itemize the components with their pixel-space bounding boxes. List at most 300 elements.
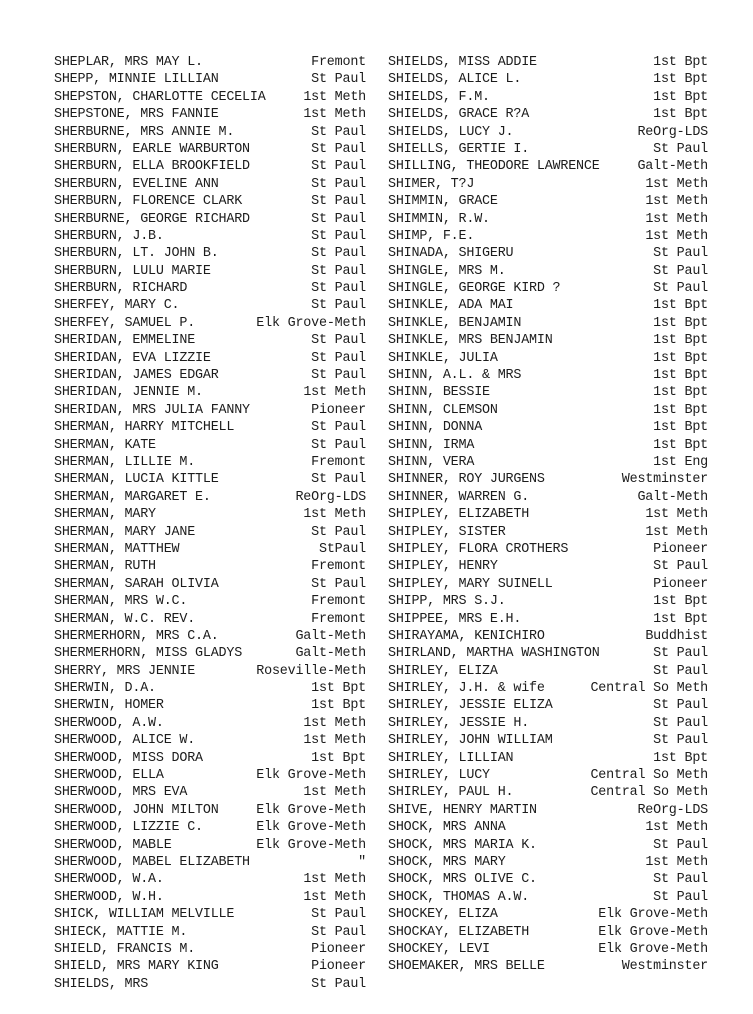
entry-church: 1st Bpt xyxy=(311,750,366,766)
list-item xyxy=(388,263,708,280)
list-item xyxy=(388,558,708,575)
list-item xyxy=(54,454,366,471)
entry-church: Roseville-Meth xyxy=(256,663,366,679)
entry-name: SHERWOOD, MRS EVA xyxy=(54,785,188,801)
entry-church: Central So Meth xyxy=(590,785,708,801)
entry-name: SHIELDS, LUCY J. xyxy=(388,124,514,140)
list-item xyxy=(388,663,708,680)
entry-name: SHERMAN, MATTHEW xyxy=(54,541,180,557)
entry-name: SHERIDAN, EMMELINE xyxy=(54,333,196,349)
entry-name: SHERMAN, HARRY MITCHELL xyxy=(54,420,235,436)
list-item xyxy=(54,941,366,958)
list-item xyxy=(388,767,708,784)
entry-church: Fremont xyxy=(311,594,366,610)
entry-name: SHOCK, MRS MARY xyxy=(388,854,506,870)
entry-church: 1st Bpt xyxy=(653,420,708,436)
entry-name: SHIPLEY, SISTER xyxy=(388,524,506,540)
list-item xyxy=(388,228,708,245)
entry-church: Pioneer xyxy=(311,959,366,975)
list-item xyxy=(54,211,366,228)
entry-church: 1st Meth xyxy=(303,715,366,731)
entry-church: 1st Bpt xyxy=(653,611,708,627)
entry-name: SHIVE, HENRY MARTIN xyxy=(388,802,537,818)
entry-name: SHOCK, MRS MARIA K. xyxy=(388,837,537,853)
list-item xyxy=(54,228,366,245)
list-item xyxy=(54,819,366,836)
entry-church: Pioneer xyxy=(311,941,366,957)
list-item xyxy=(388,924,708,941)
list-item xyxy=(388,280,708,297)
entry-name: SHERWIN, D.A. xyxy=(54,681,156,697)
entry-church: St Paul xyxy=(311,211,366,227)
entry-church: Fremont xyxy=(311,55,366,70)
list-item xyxy=(54,315,366,332)
right-column-list xyxy=(388,54,708,976)
list-item xyxy=(388,176,708,193)
entry-name: SHIRLEY, JESSIE ELIZA xyxy=(388,698,553,714)
list-item xyxy=(54,471,366,488)
entry-church: St Paul xyxy=(311,194,366,210)
entry-name: SHOEMAKER, MRS BELLE xyxy=(388,959,545,975)
entry-church: St Paul xyxy=(311,976,366,992)
entry-name: SHIRLEY, ELIZA xyxy=(388,663,498,679)
entry-name: SHERMAN, MRS W.C. xyxy=(54,594,188,610)
entry-church: St Paul xyxy=(653,263,708,279)
entry-name: SHIPLEY, MARY SUINELL xyxy=(388,576,553,592)
entry-name: SHOCKAY, ELIZABETH xyxy=(388,924,530,940)
entry-church: 1st Bpt xyxy=(653,298,708,314)
list-item xyxy=(54,697,366,714)
entry-church: ReOrg-LDS xyxy=(295,489,366,505)
entry-name: SHERIDAN, EVA LIZZIE xyxy=(54,350,211,366)
entry-name: SHINGLE, MRS M. xyxy=(388,263,506,279)
list-item xyxy=(54,71,366,88)
entry-church: 1st Meth xyxy=(645,524,708,540)
entry-church: St Paul xyxy=(653,246,708,262)
entry-name: SHERMAN, SARAH OLIVIA xyxy=(54,576,219,592)
list-item xyxy=(388,158,708,175)
list-item xyxy=(54,419,366,436)
list-item xyxy=(54,193,366,210)
entry-church: St Paul xyxy=(653,715,708,731)
list-item xyxy=(54,715,366,732)
entry-church: 1st Meth xyxy=(645,176,708,192)
list-item xyxy=(54,767,366,784)
entry-name: SHERMERHORN, MISS GLADYS xyxy=(54,646,243,662)
entry-name: SHIRLAND, MARTHA WASHINGTON xyxy=(388,646,600,662)
entry-name: SHINN, BESSIE xyxy=(388,385,490,401)
entry-church: ReOrg-LDS xyxy=(637,124,708,140)
list-item xyxy=(388,437,708,454)
list-item xyxy=(54,871,366,888)
entry-church: Elk Grove-Meth xyxy=(256,820,366,836)
entry-name: SHIELDS, ALICE L. xyxy=(388,72,522,88)
list-item xyxy=(54,837,366,854)
entry-church: St Paul xyxy=(311,924,366,940)
entry-name: SHERMAN, RUTH xyxy=(54,559,156,575)
entry-name: SHEPLAR, MRS MAY L. xyxy=(54,55,203,70)
entry-name: SHIRLEY, PAUL H. xyxy=(388,785,514,801)
entry-church: 1st Bpt xyxy=(311,698,366,714)
entry-name: SHINGLE, GEORGE KIRD ? xyxy=(388,281,561,297)
entry-name: SHERIDAN, JENNIE M. xyxy=(54,385,203,401)
list-item xyxy=(54,297,366,314)
entry-name: SHEPP, MINNIE LILLIAN xyxy=(54,72,219,88)
entry-church: 1st Bpt xyxy=(653,55,708,70)
entry-name: SHERMAN, KATE xyxy=(54,437,156,453)
list-item xyxy=(388,419,708,436)
entry-name: SHINNER, WARREN G. xyxy=(388,489,530,505)
entry-name: SHEPSTONE, MRS FANNIE xyxy=(54,107,219,123)
entry-name: SHERFEY, SAMUEL P. xyxy=(54,315,196,331)
list-item xyxy=(388,297,708,314)
entry-church: StPaul xyxy=(318,541,366,557)
entry-church: St Paul xyxy=(311,420,366,436)
entry-name: SHERWOOD, A.W. xyxy=(54,715,164,731)
entry-church: 1st Meth xyxy=(303,385,366,401)
entry-church: 1st Eng xyxy=(653,454,708,470)
entry-church: 1st Meth xyxy=(303,107,366,123)
entry-church: St Paul xyxy=(653,663,708,679)
entry-name: SHIECK, MATTIE M. xyxy=(54,924,188,940)
entry-name: SHERMAN, MARGARET E. xyxy=(54,489,211,505)
left-column-list xyxy=(54,54,366,993)
entry-name: SHERWOOD, ELLA xyxy=(54,768,164,784)
entry-church: Fremont xyxy=(311,559,366,575)
entry-church: Westminster xyxy=(621,472,708,488)
list-item xyxy=(388,541,708,558)
list-item xyxy=(54,750,366,767)
entry-name: SHINN, CLEMSON xyxy=(388,402,498,418)
entry-name: SHINNER, ROY JURGENS xyxy=(388,472,545,488)
entry-name: SHICK, WILLIAM MELVILLE xyxy=(54,907,235,923)
entry-church: 1st Meth xyxy=(645,507,708,523)
entry-name: SHIPPEE, MRS E.H. xyxy=(388,611,522,627)
entry-name: SHERBURN, EVELINE ANN xyxy=(54,176,219,192)
entry-name: SHINKLE, ADA MAI xyxy=(388,298,514,314)
entry-church: 1st Bpt xyxy=(653,333,708,349)
list-item xyxy=(54,802,366,819)
entry-name: SHERBURNE, GEORGE RICHARD xyxy=(54,211,250,227)
list-item xyxy=(54,176,366,193)
entry-church: 1st Meth xyxy=(303,89,366,105)
entry-church: St Paul xyxy=(311,350,366,366)
list-item xyxy=(54,158,366,175)
entry-church: St Paul xyxy=(653,646,708,662)
list-item xyxy=(388,454,708,471)
entry-name: SHERWOOD, MABEL ELIZABETH xyxy=(54,854,250,870)
entry-church: St Paul xyxy=(653,872,708,888)
entry-church: 1st Bpt xyxy=(653,402,708,418)
entry-name: SHERMAN, LUCIA KITTLE xyxy=(54,472,219,488)
list-item xyxy=(54,106,366,123)
list-item xyxy=(54,541,366,558)
entry-name: SHOCKEY, ELIZA xyxy=(388,907,498,923)
entry-name: SHERBURN, ELLA BROOKFIELD xyxy=(54,159,250,175)
entry-church: 1st Meth xyxy=(645,228,708,244)
list-item xyxy=(54,506,366,523)
list-item xyxy=(388,941,708,958)
entry-name: SHIRLEY, LUCY xyxy=(388,768,490,784)
entry-church: St Paul xyxy=(311,472,366,488)
list-item xyxy=(54,593,366,610)
list-item xyxy=(54,958,366,975)
entry-church: St Paul xyxy=(311,281,366,297)
entry-name: SHIRLEY, JESSIE H. xyxy=(388,715,530,731)
entry-name: SHERWIN, HOMER xyxy=(54,698,164,714)
list-item xyxy=(54,54,366,71)
entry-name: SHERMAN, MARY JANE xyxy=(54,524,196,540)
entry-name: SHERIDAN, MRS JULIA FANNY xyxy=(54,402,250,418)
entry-church: 1st Bpt xyxy=(653,72,708,88)
entry-church: 1st Meth xyxy=(303,889,366,905)
list-item xyxy=(54,611,366,628)
entry-church: St Paul xyxy=(311,576,366,592)
entry-name: SHIELDS, F.M. xyxy=(388,89,490,105)
list-item xyxy=(54,645,366,662)
entry-church: 1st Meth xyxy=(645,194,708,210)
list-item xyxy=(54,489,366,506)
entry-name: SHIELDS, GRACE R?A xyxy=(388,107,530,123)
entry-name: SHINN, VERA xyxy=(388,454,475,470)
entry-church: St Paul xyxy=(311,124,366,140)
entry-church: 1st Bpt xyxy=(653,385,708,401)
entry-church: " xyxy=(358,854,366,870)
list-item xyxy=(388,332,708,349)
entry-church: 1st Meth xyxy=(645,211,708,227)
list-item xyxy=(54,384,366,401)
list-item xyxy=(54,245,366,262)
list-item xyxy=(388,628,708,645)
entry-church: 1st Meth xyxy=(303,733,366,749)
list-item xyxy=(54,367,366,384)
list-item xyxy=(54,976,366,993)
entry-church: 1st Bpt xyxy=(653,89,708,105)
entry-name: SHIMER, T?J xyxy=(388,176,475,192)
entry-church: Elk Grove-Meth xyxy=(256,837,366,853)
list-item xyxy=(388,680,708,697)
entry-church: St Paul xyxy=(311,263,366,279)
entry-name: SHERIDAN, JAMES EDGAR xyxy=(54,368,219,384)
entry-church: 1st Bpt xyxy=(653,107,708,123)
entry-church: St Paul xyxy=(653,837,708,853)
entry-name: SHIPLEY, HENRY xyxy=(388,559,498,575)
list-item xyxy=(388,384,708,401)
entry-name: SHERMAN, W.C. REV. xyxy=(54,611,196,627)
entry-name: SHERWOOD, ALICE W. xyxy=(54,733,196,749)
entry-church: Pioneer xyxy=(311,402,366,418)
list-item xyxy=(54,663,366,680)
list-item xyxy=(54,628,366,645)
entry-name: SHIRLEY, J.H. & wife xyxy=(388,681,545,697)
entry-church: St Paul xyxy=(311,228,366,244)
list-item xyxy=(388,402,708,419)
entry-church: 1st Meth xyxy=(303,507,366,523)
entry-name: SHINKLE, JULIA xyxy=(388,350,498,366)
entry-church: Fremont xyxy=(311,611,366,627)
entry-church: 1st Bpt xyxy=(653,437,708,453)
list-item xyxy=(388,750,708,767)
list-item xyxy=(388,524,708,541)
entry-church: St Paul xyxy=(311,524,366,540)
entry-name: SHIELLS, GERTIE I. xyxy=(388,141,530,157)
list-item xyxy=(54,263,366,280)
entry-name: SHIRAYAMA, KENICHIRO xyxy=(388,628,545,644)
entry-name: SHIRLEY, JOHN WILLIAM xyxy=(388,733,553,749)
list-item xyxy=(388,802,708,819)
entry-church: St Paul xyxy=(311,176,366,192)
entry-name: SHIPP, MRS S.J. xyxy=(388,594,506,610)
entry-church: 1st Meth xyxy=(645,820,708,836)
entry-name: SHIELDS, MRS xyxy=(54,976,149,992)
entry-name: SHIPLEY, FLORA CROTHERS xyxy=(388,541,569,557)
list-item xyxy=(388,106,708,123)
entry-name: SHERWOOD, MISS DORA xyxy=(54,750,203,766)
list-item xyxy=(388,854,708,871)
list-item xyxy=(54,89,366,106)
entry-church: St Paul xyxy=(311,907,366,923)
entry-church: St Paul xyxy=(311,333,366,349)
list-item xyxy=(54,280,366,297)
list-item xyxy=(54,889,366,906)
entry-name: SHERRY, MRS JENNIE xyxy=(54,663,196,679)
list-item xyxy=(388,471,708,488)
entry-church: Galt-Meth xyxy=(295,628,366,644)
entry-church: Galt-Meth xyxy=(295,646,366,662)
entry-name: SHERMERHORN, MRS C.A. xyxy=(54,628,219,644)
entry-name: SHIPLEY, ELIZABETH xyxy=(388,507,530,523)
entry-church: 1st Meth xyxy=(645,854,708,870)
entry-church: St Paul xyxy=(653,698,708,714)
entry-name: SHIELD, MRS MARY KING xyxy=(54,959,219,975)
entry-church: 1st Bpt xyxy=(653,315,708,331)
entry-name: SHERBURN, EARLE WARBURTON xyxy=(54,141,250,157)
list-item xyxy=(54,906,366,923)
entry-name: SHERWOOD, W.A. xyxy=(54,872,164,888)
entry-church: Elk Grove-Meth xyxy=(598,924,708,940)
entry-church: St Paul xyxy=(311,298,366,314)
entry-church: St Paul xyxy=(311,159,366,175)
list-item xyxy=(54,437,366,454)
entry-name: SHERWOOD, MABLE xyxy=(54,837,172,853)
entry-church: Galt-Meth xyxy=(637,159,708,175)
list-item xyxy=(388,819,708,836)
entry-name: SHERBURNE, MRS ANNIE M. xyxy=(54,124,235,140)
entry-name: SHERMAN, MARY xyxy=(54,507,156,523)
entry-church: St Paul xyxy=(311,72,366,88)
entry-name: SHINN, A.L. & MRS xyxy=(388,368,522,384)
list-item xyxy=(388,506,708,523)
list-item xyxy=(54,558,366,575)
entry-name: SHERBURN, FLORENCE CLARK xyxy=(54,194,243,210)
entry-church: St Paul xyxy=(653,733,708,749)
entry-name: SHINADA, SHIGERU xyxy=(388,246,514,262)
list-item xyxy=(388,124,708,141)
entry-church: St Paul xyxy=(653,889,708,905)
list-item xyxy=(388,871,708,888)
entry-church: Galt-Meth xyxy=(637,489,708,505)
list-item xyxy=(388,193,708,210)
list-item xyxy=(388,732,708,749)
entry-name: SHIMP, F.E. xyxy=(388,228,475,244)
entry-church: St Paul xyxy=(653,141,708,157)
entry-name: SHERBURN, LT. JOHN B. xyxy=(54,246,219,262)
entry-name: SHIRLEY, LILLIAN xyxy=(388,750,514,766)
list-item xyxy=(54,332,366,349)
entry-church: Fremont xyxy=(311,454,366,470)
entry-church: Westminster xyxy=(621,959,708,975)
list-item xyxy=(388,489,708,506)
entry-church: Elk Grove-Meth xyxy=(598,941,708,957)
entry-church: Central So Meth xyxy=(590,681,708,697)
list-item xyxy=(388,71,708,88)
entry-church: St Paul xyxy=(653,281,708,297)
list-item xyxy=(54,124,366,141)
entry-name: SHERWOOD, W.H. xyxy=(54,889,164,905)
entry-name: SHERBURN, LULU MARIE xyxy=(54,263,211,279)
entry-church: 1st Bpt xyxy=(311,681,366,697)
entry-church: St Paul xyxy=(311,246,366,262)
entry-church: Pioneer xyxy=(653,576,708,592)
list-item xyxy=(388,784,708,801)
list-item xyxy=(54,732,366,749)
entry-name: SHILLING, THEODORE LAWRENCE xyxy=(388,159,600,175)
entry-name: SHOCK, MRS ANNA xyxy=(388,820,506,836)
list-item xyxy=(388,889,708,906)
entry-name: SHOCK, MRS OLIVE C. xyxy=(388,872,537,888)
list-item xyxy=(388,367,708,384)
entry-name: SHINKLE, BENJAMIN xyxy=(388,315,522,331)
entry-church: Buddhist xyxy=(645,628,708,644)
list-item xyxy=(388,958,708,975)
list-item xyxy=(54,141,366,158)
entry-name: SHERBURN, J.B. xyxy=(54,228,164,244)
list-item xyxy=(54,924,366,941)
list-item xyxy=(388,837,708,854)
list-item xyxy=(388,245,708,262)
list-item xyxy=(54,680,366,697)
list-item xyxy=(388,141,708,158)
entry-church: 1st Bpt xyxy=(653,594,708,610)
entry-name: SHERBURN, RICHARD xyxy=(54,281,188,297)
entry-name: SHINN, DONNA xyxy=(388,420,483,436)
list-item xyxy=(388,211,708,228)
entry-name: SHIELD, FRANCIS M. xyxy=(54,941,196,957)
entry-church: Elk Grove-Meth xyxy=(598,907,708,923)
entry-church: 1st Bpt xyxy=(653,368,708,384)
list-item xyxy=(388,697,708,714)
entry-church: 1st Meth xyxy=(303,872,366,888)
list-item xyxy=(388,645,708,662)
list-item xyxy=(388,906,708,923)
entry-name: SHERFEY, MARY C. xyxy=(54,298,180,314)
entry-church: St Paul xyxy=(311,141,366,157)
entry-name: SHERWOOD, LIZZIE C. xyxy=(54,820,203,836)
entry-church: 1st Meth xyxy=(303,785,366,801)
entry-church: St Paul xyxy=(653,559,708,575)
list-item xyxy=(388,315,708,332)
entry-church: 1st Bpt xyxy=(653,750,708,766)
entry-name: SHIELDS, MISS ADDIE xyxy=(388,55,537,70)
entry-name: SHERMAN, LILLIE M. xyxy=(54,454,196,470)
entry-church: Pioneer xyxy=(653,541,708,557)
entry-church: 1st Bpt xyxy=(653,350,708,366)
list-item xyxy=(54,854,366,871)
entry-name: SHEPSTON, CHARLOTTE CECELIA xyxy=(54,89,266,105)
list-item xyxy=(388,715,708,732)
entry-church: Elk Grove-Meth xyxy=(256,768,366,784)
entry-name: SHIMMIN, R.W. xyxy=(388,211,490,227)
